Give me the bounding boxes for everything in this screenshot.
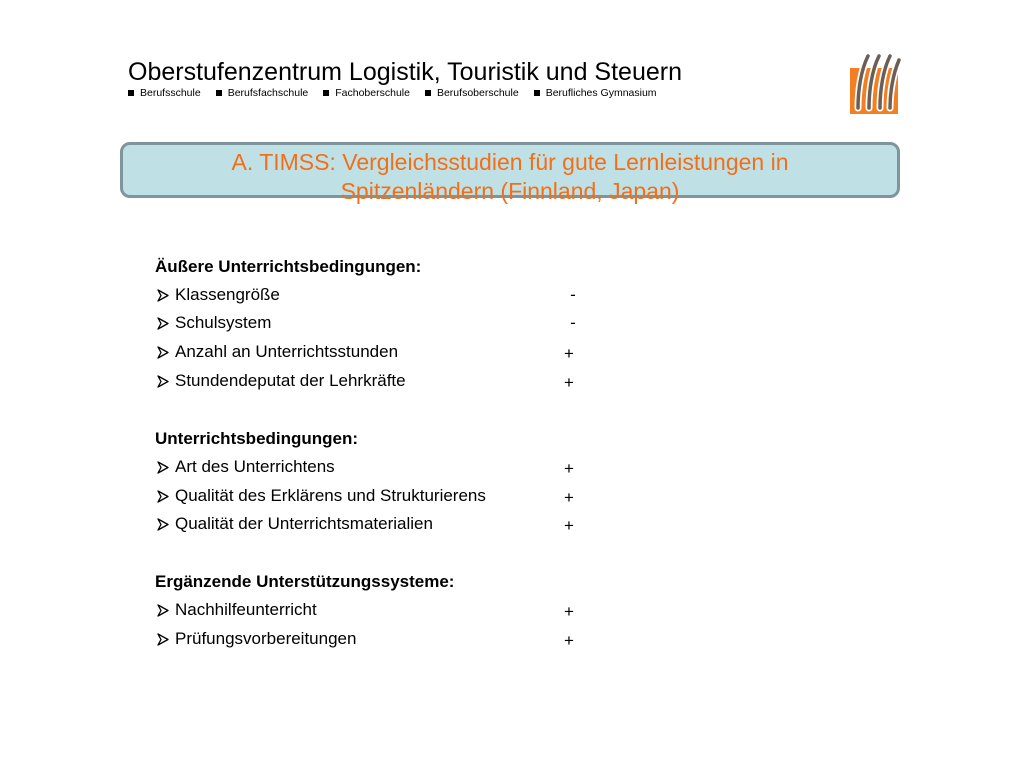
list-item	[157, 370, 406, 392]
square-bullet-icon	[425, 90, 431, 96]
school-type-item: Berufsschule	[128, 86, 201, 100]
rating-mark: +	[564, 344, 574, 363]
list-item-label: Stundendeputat der Lehrkräfte	[175, 371, 406, 390]
list-item	[157, 312, 271, 334]
arrow-bullet-icon	[157, 490, 169, 503]
square-bullet-icon	[216, 90, 222, 96]
school-name: Oberstufenzentrum Logistik, Touristik und Steuern	[128, 58, 682, 86]
list-item-label: Qualität der Unterrichtsmaterialien	[175, 514, 433, 533]
square-bullet-icon	[534, 90, 540, 96]
rating-mark: +	[564, 516, 574, 535]
rating-mark: +	[564, 602, 574, 621]
list-item	[157, 456, 335, 478]
list-item-label: Schulsystem	[175, 313, 272, 332]
arrow-bullet-icon	[157, 317, 169, 330]
arrow-bullet-icon	[157, 604, 169, 617]
section-heading-outer-conditions: Äußere Unterrichtsbedingungen:	[155, 257, 422, 276]
list-item-label: Qualität des Erklärens und Strukturierens	[175, 486, 486, 505]
rating-mark: +	[564, 459, 574, 478]
arrow-bullet-icon	[157, 518, 169, 531]
list-item	[157, 341, 398, 363]
list-item-label: Anzahl an Unterrichtsstunden	[175, 342, 399, 361]
square-bullet-icon	[128, 90, 134, 96]
arrow-bullet-icon	[157, 289, 169, 302]
banner-title	[123, 148, 897, 206]
square-bullet-icon	[323, 90, 329, 96]
list-item-label: Prüfungsvorbereitungen	[175, 629, 357, 648]
list-item	[157, 485, 486, 507]
rating-mark: -	[570, 313, 576, 332]
arrow-bullet-icon	[157, 633, 169, 646]
osz-logo-icon	[846, 50, 902, 116]
list-item	[157, 513, 433, 535]
list-item	[157, 284, 280, 306]
list-item	[157, 599, 317, 621]
school-type-item: Berufsfachschule	[216, 86, 309, 100]
topic-banner	[120, 142, 900, 204]
list-item-label: Art des Unterrichtens	[175, 457, 335, 476]
list-item-label: Nachhilfeunterricht	[175, 600, 317, 619]
banner-title-line-2: Spitzenländern (Finnland, Japan)	[340, 178, 680, 204]
list-item-label: Klassengröße	[175, 285, 280, 304]
section-heading-support-systems: Ergänzende Unterstützungssysteme:	[155, 572, 455, 591]
school-type-item: Fachoberschule	[323, 86, 410, 100]
banner-title-line-1: A. TIMSS: Vergleichsstudien für gute Lernleistungen in	[231, 149, 789, 175]
arrow-bullet-icon	[157, 375, 169, 388]
arrow-bullet-icon	[157, 461, 169, 474]
rating-mark: +	[564, 631, 574, 650]
school-type-item: Berufsoberschule	[425, 86, 519, 100]
section-heading-teaching-conditions: Unterrichtsbedingungen:	[155, 429, 359, 448]
arrow-bullet-icon	[157, 346, 169, 359]
rating-mark: +	[564, 373, 574, 392]
rating-mark: +	[564, 488, 574, 507]
list-item	[157, 628, 356, 650]
school-type-item: Berufliches Gymnasium	[534, 86, 657, 100]
rating-mark: -	[570, 285, 576, 304]
school-types-row	[128, 86, 657, 100]
